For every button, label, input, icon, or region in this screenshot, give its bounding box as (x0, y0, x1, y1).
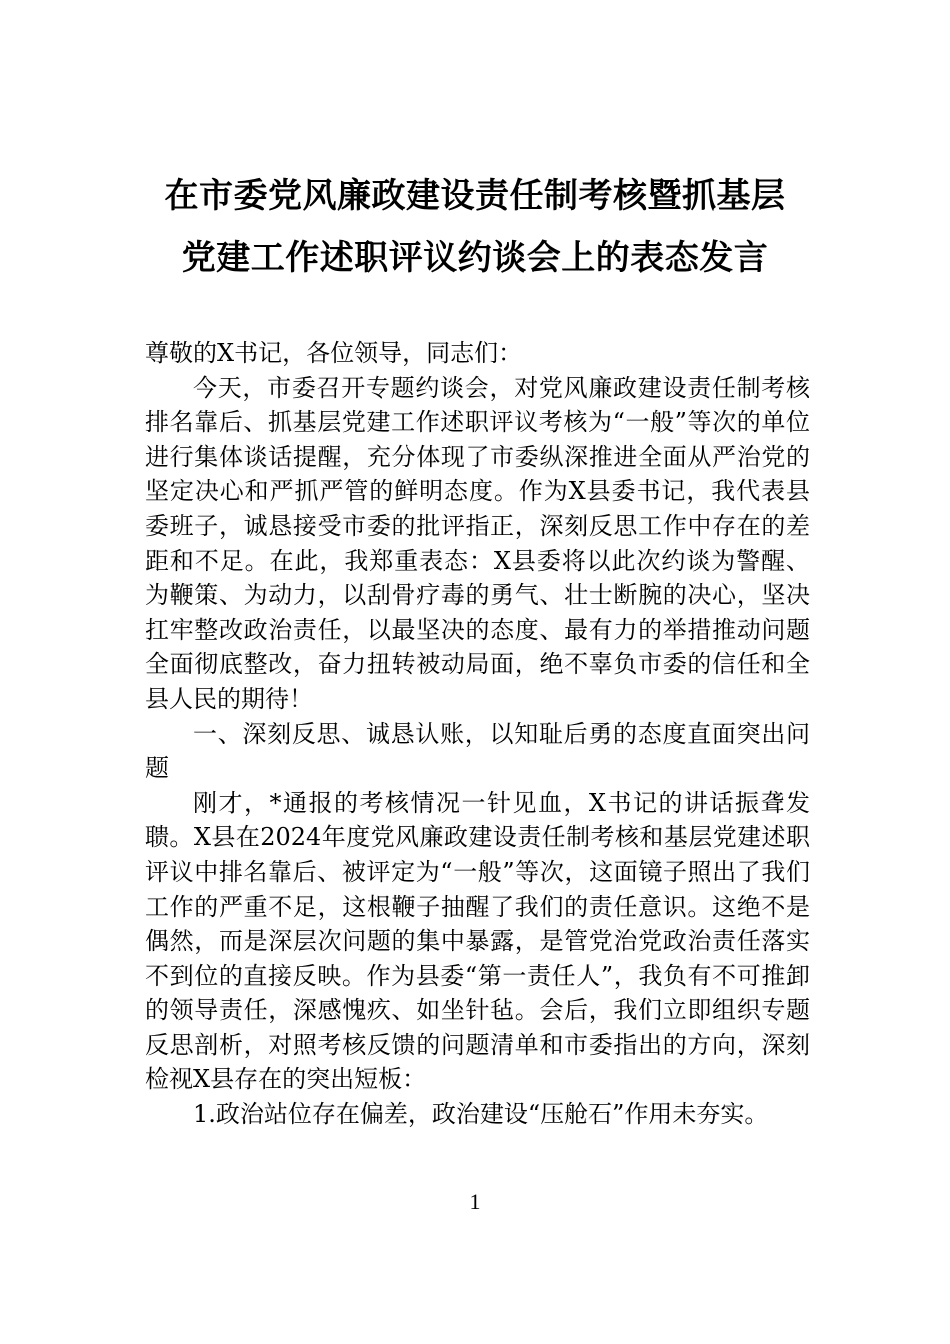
list-item-1: 1.政治站位存在偏差，政治建设“压舱石”作用未夯实。 (193, 1100, 769, 1129)
document-body (145, 336, 810, 1132)
paragraph-intro: 今天，市委召开专题约谈会，对党风廉政建设责任制考核排名靠后、抓基层党建工作述职评议考核为“一般”等次的单位进行集体谈话提醒，充分体现了市委纵深推进全面从严治党的坚定决心和严抓严管的鲜明态度。作为X县委书记，我代表县委班子，诚恳接受市委的批评指正，深刻反思工作中存在的差距和不足。在此，我郑重表态：X县委将以此次约谈为警醒、为鞭策、为动力，以刮骨疗毒的勇气、壮士断腕的决心，坚决扛牢整改政治责任，以最坚决的态度、最有力的举措推动问题全面彻底整改，奋力扭转被动局面，绝不辜负市委的信任和全县人民的期待！ (145, 373, 810, 713)
document-title-line-2: 党建工作述职评议约谈会上的表态发言 (181, 238, 769, 278)
salutation: 尊敬的X书记，各位领导，同志们： (145, 339, 523, 367)
document-title-line-1: 在市委党风廉政建设责任制考核暨抓基层 (164, 176, 786, 216)
page-number: 1 (469, 1189, 481, 1214)
paragraph-reflection: 刚才，*通报的考核情况一针见血，X书记的讲话振聋发聩。X县在2024年度党风廉政建设责任制考核和基层党建述职评议中排名靠后、被评定为“一般”等次，这面镜子照出了我们工作的严重不足，这根鞭子抽醒了我们的责任意识。这绝不是偶然，而是深层次问题的集中暴露，是管党治党政治责任落实不到位的直接反映。作为县委“第一责任人”，我负有不可推卸的领导责任，深感愧疚、如坐针毡。会后，我们立即组织专题反思剖析，对照考核反馈的问题清单和市委指出的方向，深刻检视X县存在的突出短板： (145, 788, 810, 1094)
section-heading-1: 一、深刻反思、诚恳认账，以知耻后勇的态度直面突出问题 (145, 719, 810, 783)
